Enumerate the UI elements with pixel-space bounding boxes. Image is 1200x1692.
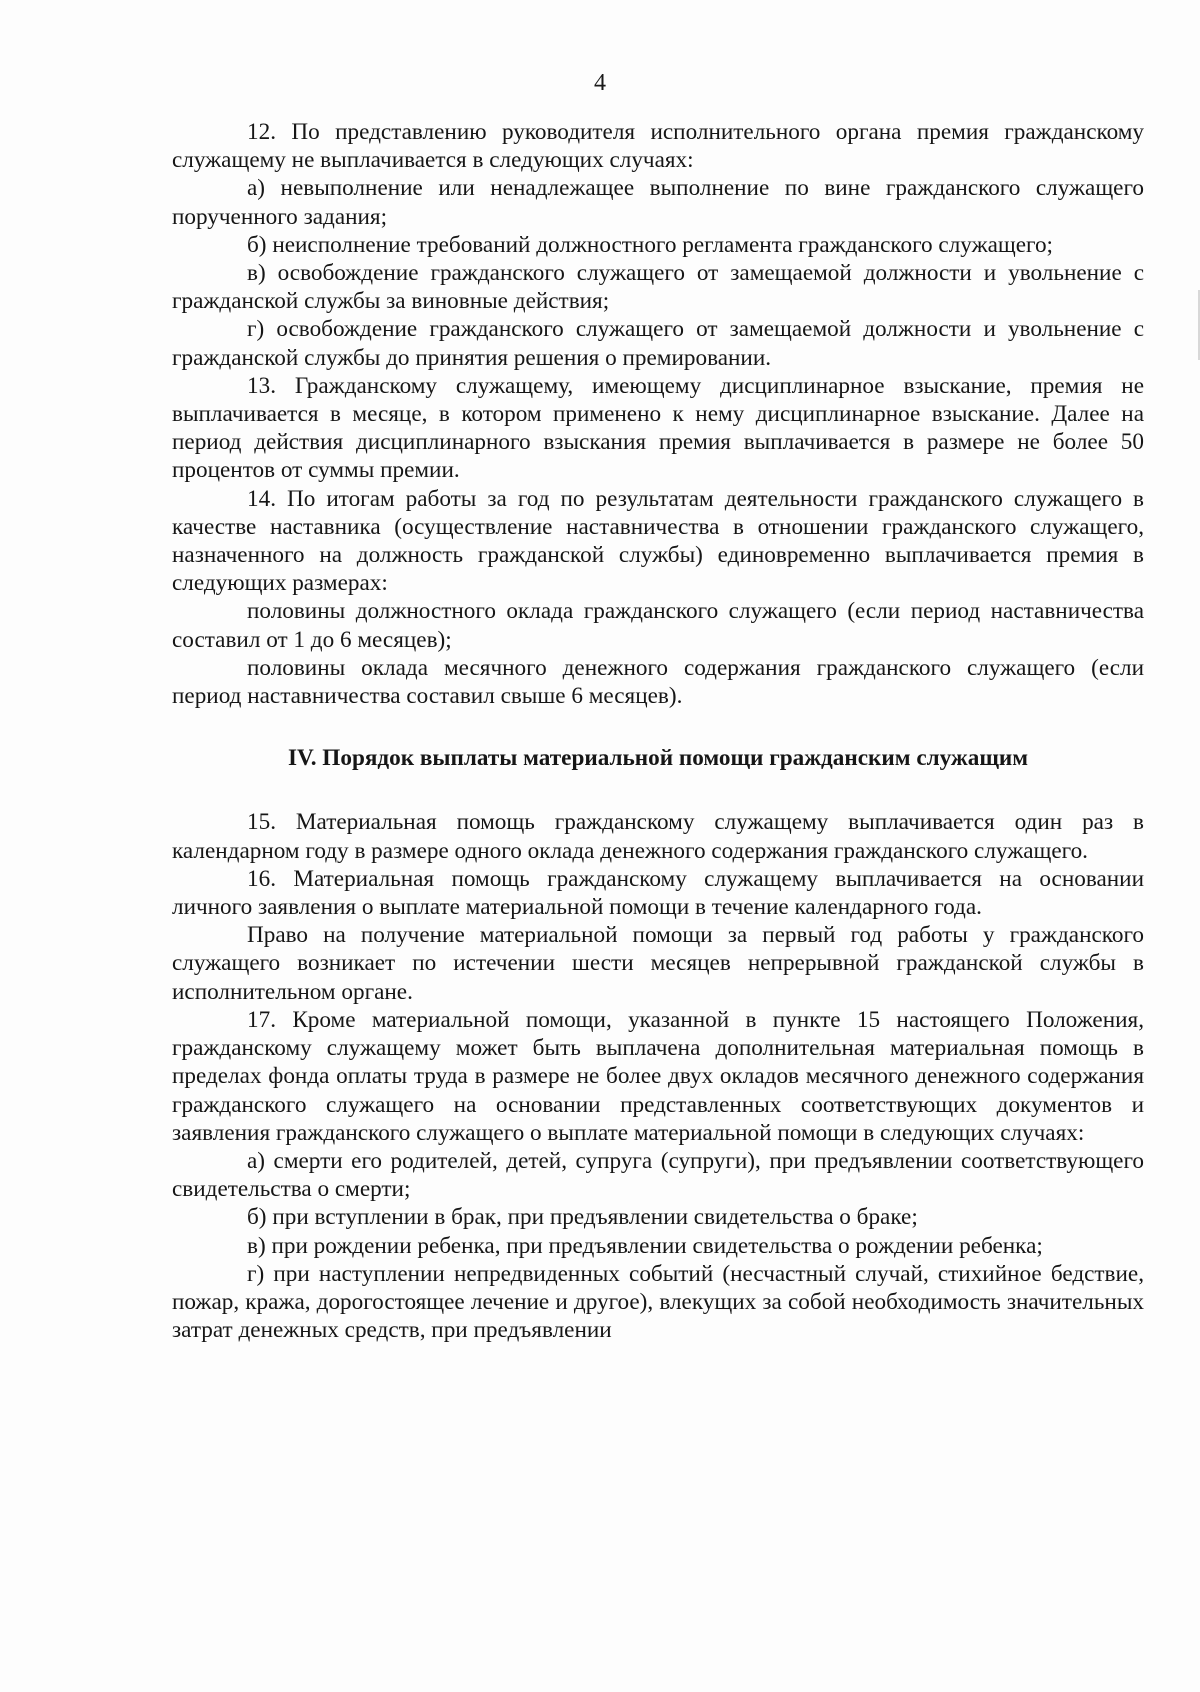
- paragraph-12v: в) освобождение гражданского служащего от замещаемой должности и увольнение с гражданской службы за виновные действия;: [172, 260, 1144, 315]
- paragraph-17v: в) при рождении ребенка, при предъявлении свидетельства о рождении ребенка;: [247, 1232, 1043, 1259]
- paragraph-12: 12. По представлению руководителя исполнительного органа премия гражданскому служащему не выплачивается в следующих случаях:: [172, 119, 1144, 174]
- paragraph-17a: а) смерти его родителей, детей, супруга (супруги), при предъявлении соответствующего свидетельства о смерти;: [172, 1147, 1144, 1203]
- section-heading: IV. Порядок выплаты материальной помощи гражданским служащим: [287, 745, 1029, 772]
- paragraph-12g: г) освобождение гражданского служащего от замещаемой должности и увольнение с гражданской службы до принятия решения о премировании.: [172, 316, 1144, 371]
- page-number: 4: [594, 70, 606, 96]
- paragraph-13: 13. Гражданскому служащему, имеющему дисциплинарное взыскание, премия не выплачивается в месяце, в котором применено к нему дисциплинарное взыскание. Далее на период действия дисциплинарного взыскания премия выплачивается в размере не более 50 процентов от суммы премии.: [172, 372, 1144, 484]
- paragraph-12a: а) невыполнение или ненадлежащее выполнение по вине гражданского служащего порученного задания;: [172, 175, 1144, 230]
- document-body: [172, 118, 1144, 1344]
- paragraph-16-right: Право на получение материальной помощи за первый год работы у гражданского служащего возникает по истечении шести месяцев непрерывной гражданской службы в исполнительном органе.: [172, 922, 1144, 1005]
- paragraph-17g: г) при наступлении непредвиденных событий (несчастный случай, стихийное бедствие, пожар, кража, дорогостоящее лечение и другое), влекущих за собой необходимость значительных затрат денежных средств, при предъявлении: [172, 1260, 1144, 1344]
- paragraph-12b: б) неисполнение требований должностного регламента гражданского служащего;: [247, 231, 1054, 258]
- paragraph-14-half-salary: половины должностного оклада гражданского служащего (если период наставничества составил от 1 до 6 месяцев);: [172, 598, 1144, 653]
- paragraph-17b: б) при вступлении в брак, при предъявлении свидетельства о браке;: [247, 1204, 918, 1231]
- paragraph-14-half-monthly: половины оклада месячного денежного содержания гражданского служащего (если период наставничества составил свыше 6 месяцев).: [172, 654, 1144, 710]
- paragraph-14: 14. По итогам работы за год по результатам деятельности гражданского служащего в качестве наставника (осуществление наставничества в отношении гражданского служащего, назначенного на должность гражданской службы) единовременно выплачивается премия в следующих размерах:: [172, 485, 1144, 597]
- paragraph-15: 15. Материальная помощь гражданскому служащему выплачивается один раз в календарном году в размере одного оклада денежного содержания гражданского служащего.: [172, 809, 1144, 864]
- paragraph-17: 17. Кроме материальной помощи, указанной в пункте 15 настоящего Положения, гражданскому служащему может быть выплачена дополнительная материальная помощь в пределах фонда оплаты труда в размере не более двух окладов месячного денежного содержания гражданского служащего на основании представленных соответствующих документов и заявления гражданского служащего о выплате материальной помощи в следующих случаях:: [172, 1006, 1144, 1146]
- paragraph-16: 16. Материальная помощь гражданскому служащему выплачивается на основании личного заявления о выплате материальной помощи в течение календарного года.: [172, 865, 1144, 921]
